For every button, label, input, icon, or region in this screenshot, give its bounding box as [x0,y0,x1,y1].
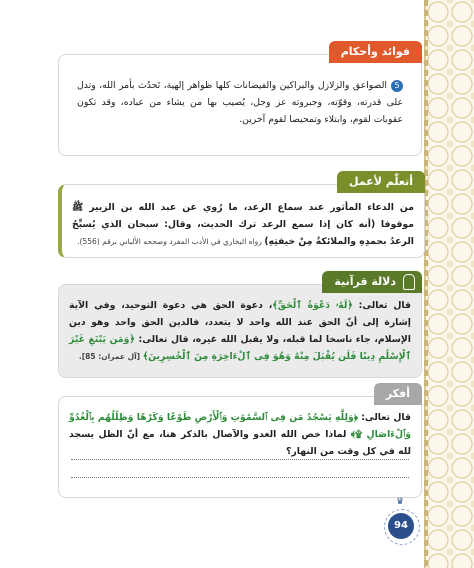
benefits-text [67,71,413,134]
benefits-paragraph: الصواعق والزلازل والبراكين والفيضانات كلها ظواهر إلهية، تَحدُث بأمر الله، وتدل على قدرته، وقوّته، وجبروته عز وجل، يُصيب بها من يشاء من عباده، وقد تكون عقوبات لقوم، وابتلاء وتمحيصا لقوم آخرين. [77,80,403,125]
verse-reference: [آل عمران: 85]. [78,352,143,361]
answer-line[interactable] [71,459,409,460]
learn-to-act-box [58,175,425,258]
quran-verse: ﴿وَمَن يَبْتَغِ غَيْرَ ٱلْإِسْلَٰمِ دِينًا فَلَن يُقْبَلَ مِنْهُ وَهُوَ فِى ٱلْءَاخِرَةِ مِنَ ٱلْخَٰسِرِينَ﴾ [69,334,411,362]
decorative-border [424,0,474,568]
page-number: 94 [388,513,414,539]
think-box [58,387,422,498]
decorative-border-strip [424,0,428,568]
quranic-indication-box [58,275,422,378]
benefits-rulings-box [58,45,422,156]
section-title: فوائد وأحكام [329,41,422,63]
honorific-symbol: ﷺ [72,202,84,213]
quran-verse: ﴿لَهُۥ دَعْوَةُ ٱلْحَقِّ﴾ [272,300,353,311]
section-title: أفكر [374,383,422,405]
crown-icon: ♛ [396,497,405,507]
quranic-text: قال تعالى: ﴿لَهُۥ دَعْوَةُ ٱلْحَقِّ﴾، دعوة الحق هي دعوة التوحيد، وفي الآية إشارة إلى أنّ الحق عند الله واحد لا يتعدد، فالدين الحق واحد وهو دين الإسلام، جاء ناسخا لما قبله، ولا يقبل الله غيره، قال تعالى: ﴿وَمَن يَبْتَغِ غَيْرَ ٱلْإِسْلَٰمِ دِينًا فَلَن يُقْبَلَ مِنْهُ وَهُوَ فِى ٱلْءَاخِرَةِ مِنَ ٱلْخَٰسِرِينَ﴾ [آل عمران: 85]. [69,300,411,362]
item-number-badge: 5 [391,80,403,92]
section-title: دلالة قرآنية [322,271,422,293]
answer-line[interactable] [71,477,409,478]
citation: رواه البخاري في الأدب المفرد وصححه الألباني برقم (556). [77,237,265,246]
hadith-text: من الدعاء المأثور عند سماع الرعد، ما رُوي عن عبد الله بن الزبير ﷺ موقوفا (أنه كان إذا سمع الرعد ترك الحديث، وقال: سبحان الذي يُسبِّحُ الرعدُ بحمدِهِ والملائكةُ مِنْ خيفتِهِ) رواه البخاري في الأدب المفرد وصححه الألباني برقم (556). [72,202,414,247]
section-title: أتعلّم لأعمل [337,171,425,193]
quran-verse: ﴿وَلِلَّهِ يَسْجُدُ مَن فِى ٱلسَّمَٰوَٰتِ وَٱلْأَرْضِ طَوْعًا وَكَرْهًا وَظِلَٰلُهُم بِٱلْغُدُوِّ وَٱلْءَاصَالِ ۩﴾ [69,412,411,440]
lamp-icon [403,274,415,290]
think-question: قال تعالى: ﴿وَلِلَّهِ يَسْجُدُ مَن فِى ٱلسَّمَٰوَٰتِ وَٱلْأَرْضِ طَوْعًا وَكَرْهًا وَظِلَٰلُهُم بِٱلْغُدُوِّ وَٱلْءَاصَالِ ۩﴾ لماذا خص الله الغدو والآصال بالذكر هنا، مع أنّ الظل يسجد لله في كل وقت من النهار؟ [69,412,411,457]
